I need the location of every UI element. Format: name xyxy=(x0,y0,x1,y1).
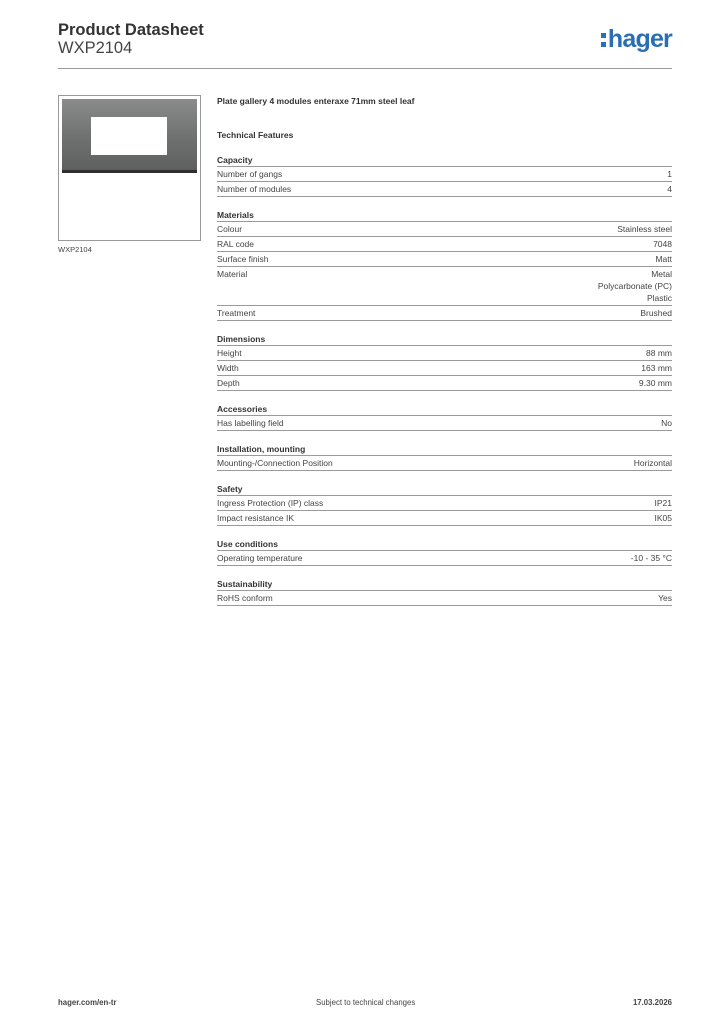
feature-value xyxy=(646,347,672,359)
feature-label: RoHS conform xyxy=(217,593,273,603)
feature-row xyxy=(217,182,672,197)
section-title: Safety xyxy=(217,483,672,496)
feature-label: Surface finish xyxy=(217,254,269,264)
feature-row xyxy=(217,267,672,306)
product-image xyxy=(62,99,197,173)
feature-label: Has labelling field xyxy=(217,418,284,428)
feature-row xyxy=(217,167,672,182)
technical-features-heading: Technical Features xyxy=(217,130,294,140)
feature-value-line: Matt xyxy=(655,254,672,264)
feature-row xyxy=(217,222,672,237)
feature-value xyxy=(661,417,672,429)
feature-value-line: Yes xyxy=(658,593,672,603)
feature-value xyxy=(634,457,672,469)
footer-notice: Subject to technical changes xyxy=(316,998,416,1007)
feature-section xyxy=(217,154,672,197)
feature-label: Ingress Protection (IP) class xyxy=(217,498,324,508)
feature-value-line: Stainless steel xyxy=(617,224,672,234)
feature-label: Depth xyxy=(217,378,240,388)
feature-section xyxy=(217,483,672,526)
feature-label: Operating temperature xyxy=(217,553,303,563)
feature-value xyxy=(655,497,673,509)
feature-value-line: 163 mm xyxy=(641,363,672,373)
feature-value xyxy=(653,238,672,250)
feature-row xyxy=(217,346,672,361)
feature-value-line: Brushed xyxy=(640,308,672,318)
section-title: Dimensions xyxy=(217,333,672,346)
product-image-caption: WXP2104 xyxy=(58,245,92,254)
feature-section xyxy=(217,403,672,431)
product-code: WXP2104 xyxy=(58,39,133,57)
feature-row xyxy=(217,361,672,376)
feature-row xyxy=(217,252,672,267)
feature-label: Width xyxy=(217,363,239,373)
feature-label: Material xyxy=(217,269,248,279)
feature-section xyxy=(217,209,672,321)
feature-value xyxy=(667,168,672,180)
footer-website: hager.com/en-tr xyxy=(58,998,117,1007)
feature-value-line: No xyxy=(661,418,672,428)
feature-value-line: 1 xyxy=(667,169,672,179)
feature-value-line: 9.30 mm xyxy=(638,378,672,388)
section-title: Installation, mounting xyxy=(217,443,672,456)
feature-row xyxy=(217,591,672,606)
feature-row xyxy=(217,456,672,471)
feature-section xyxy=(217,578,672,606)
feature-row xyxy=(217,496,672,511)
product-name: Plate gallery 4 modules enteraxe 71mm steel leaf xyxy=(217,96,415,106)
feature-section xyxy=(217,443,672,471)
feature-sections xyxy=(217,154,672,606)
feature-row xyxy=(217,416,672,431)
feature-label: Impact resistance IK xyxy=(217,513,295,523)
feature-row xyxy=(217,306,672,321)
logo-colon-icon xyxy=(601,30,606,48)
feature-value xyxy=(640,307,672,319)
feature-row xyxy=(217,237,672,252)
hager-logo xyxy=(601,27,672,52)
feature-label: Colour xyxy=(217,224,243,234)
feature-value-line: 7048 xyxy=(653,239,672,249)
feature-value xyxy=(639,377,672,389)
feature-value-line: IP21 xyxy=(654,498,672,508)
feature-value xyxy=(667,183,672,195)
feature-value xyxy=(658,592,672,604)
feature-value-line: Plastic xyxy=(646,293,672,303)
document-title: Product Datasheet xyxy=(58,21,204,39)
feature-section xyxy=(217,333,672,391)
feature-section xyxy=(217,538,672,566)
feature-label: Treatment xyxy=(217,308,256,318)
feature-value-line: Horizontal xyxy=(633,458,672,468)
section-title: Use conditions xyxy=(217,538,672,551)
section-title: Sustainability xyxy=(217,578,672,591)
footer-date: 17.03.2026 xyxy=(632,998,672,1007)
feature-value-line: 88 mm xyxy=(646,348,672,358)
feature-label: RAL code xyxy=(217,239,255,249)
technical-content xyxy=(217,95,672,606)
logo-text: hager xyxy=(607,25,672,53)
feature-label: Number of gangs xyxy=(217,169,283,179)
section-title: Capacity xyxy=(217,154,672,167)
feature-row xyxy=(217,551,672,566)
feature-value-line: -10 - 35 °C xyxy=(630,553,672,563)
feature-row xyxy=(217,376,672,391)
feature-label: Mounting-/Connection Position xyxy=(217,458,333,468)
product-image-frame xyxy=(58,95,201,241)
feature-value xyxy=(655,253,672,265)
feature-label: Number of modules xyxy=(217,184,292,194)
feature-value-line: Polycarbonate (PC) xyxy=(597,281,672,291)
feature-value xyxy=(631,552,672,564)
section-title: Accessories xyxy=(217,403,672,416)
feature-value xyxy=(655,512,673,524)
feature-value xyxy=(617,223,672,235)
page-header xyxy=(58,21,672,69)
feature-value-line: IK05 xyxy=(654,513,672,523)
feature-value-line: 4 xyxy=(667,184,672,194)
plate-opening xyxy=(91,117,167,155)
feature-label: Height xyxy=(217,348,242,358)
feature-row xyxy=(217,511,672,526)
feature-value xyxy=(641,362,672,374)
feature-value-line: Metal xyxy=(651,269,672,279)
feature-value xyxy=(598,268,672,304)
section-title: Materials xyxy=(217,209,672,222)
